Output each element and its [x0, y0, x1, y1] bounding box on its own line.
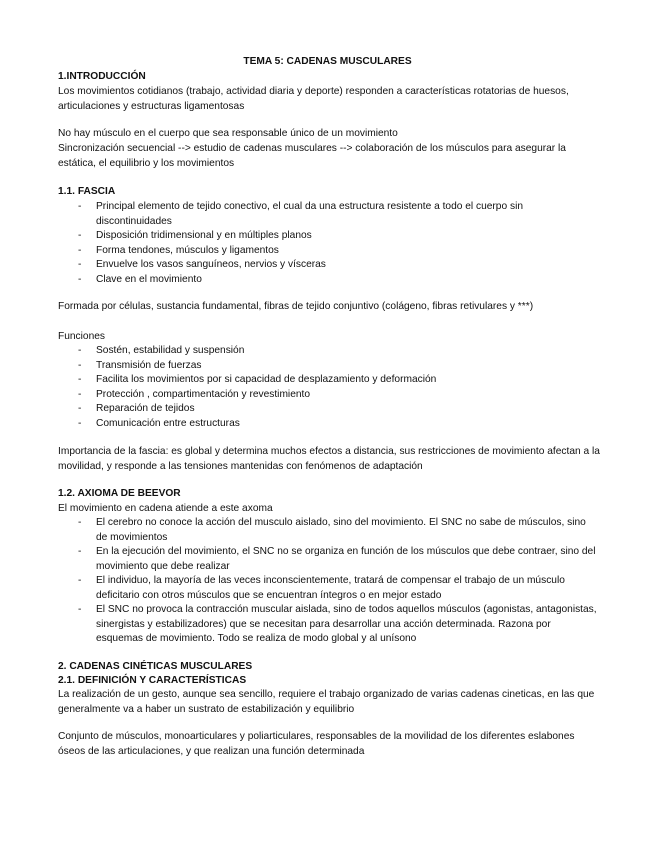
section-heading-beevor: 1.2. AXIOMA DE BEEVOR	[58, 488, 181, 499]
list-item: - En la ejecución del movimiento, el SNC no se organiza en función de los músculos que debe contraer, sino del movimiento que debe realizar	[58, 545, 598, 574]
section-heading-fascia: 1.1. FASCIA	[58, 186, 116, 197]
list-item: - Protección , compartimentación y revestimiento	[58, 388, 598, 403]
list-item: - Reparación de tejidos	[58, 402, 598, 417]
intro-line-sincronizacion: Sincronización secuencial --> estudio de cadenas musculares --> colaboración de los músculos para asegurar la estática, el equilibrio y los movimientos	[58, 143, 566, 169]
list-item: - El individuo, la mayoría de las veces inconscientemente, tratará de compensar el trabajo de un músculo deficitario con otros músculos que se encuentran íntegros o en mejor estado	[58, 574, 598, 603]
list-item: - Envuelve los vasos sanguíneos, nervios y vísceras	[58, 258, 598, 273]
fascia-list	[58, 200, 598, 287]
definicion-paragraph-2: Conjunto de músculos, monoarticulares y poliarticulares, responsables de la movilidad de los diferentes eslabones óseos de las articulaciones, y que realizan una función determinada	[58, 731, 575, 757]
importancia-paragraph: Importancia de la fascia: es global y determina muchos efectos a distancia, sus restricciones de movimiento afectan a la movilidad, y responde a las tensiones mantenidas con fenómenos de adaptación	[58, 446, 600, 472]
fascia-formada-paragraph: Formada por células, sustancia fundamental, fibras de tejido conjuntivo (colágeno, fibras retivulares y ***)	[58, 301, 534, 312]
beevor-list	[58, 516, 598, 647]
section-heading-introduccion: 1.INTRODUCCIÓN	[58, 71, 146, 82]
document-title: TEMA 5: CADENAS MUSCULARES	[243, 56, 412, 67]
list-item: - Forma tendones, músculos y ligamentos	[58, 244, 598, 259]
list-item: - El cerebro no conoce la acción del musculo aislado, sino del movimiento. El SNC no sabe de músculos, sino de movimientos	[58, 516, 598, 545]
list-item: - Comunicación entre estructuras	[58, 417, 598, 432]
list-item: - El SNC no provoca la contracción muscular aislada, sino de todos aquellos músculos (agonistas, antagonistas, sinergistas y estabilizadores) que se necesitan para desarrollar una acción determinada. Razona por esquemas de movimiento. Todo se realiza de modo global y al unísono	[58, 603, 598, 647]
list-item: - Disposición tridimensional y en múltiples planos	[58, 229, 598, 244]
beevor-intro: El movimiento en cadena atiende a este axoma	[58, 503, 273, 514]
list-item: - Transmisión de fuerzas	[58, 359, 598, 374]
list-item: - Sostén, estabilidad y suspensión	[58, 344, 598, 359]
section-heading-cadenas: 2. CADENAS CINÉTICAS MUSCULARES	[58, 661, 253, 672]
subsection-heading-definicion: 2.1. DEFINICIÓN Y CARACTERÍSTICAS	[58, 675, 247, 686]
intro-paragraph: Los movimientos cotidianos (trabajo, actividad diaria y deporte) responden a características rotatorias de huesos, articulaciones y estructuras ligamentosas	[58, 86, 569, 112]
list-item: - Principal elemento de tejido conectivo, el cual da una estructura resistente a todo el cuerpo sin discontinuidades	[58, 200, 598, 229]
intro-line-musculo: No hay músculo en el cuerpo que sea responsable único de un movimiento	[58, 128, 398, 139]
funciones-list	[58, 344, 598, 431]
definicion-paragraph-1: La realización de un gesto, aunque sea sencillo, requiere el trabajo organizado de varias cadenas cineticas, en las que generalmente va a haber un sustrato de estabilización y equilibrio	[58, 689, 595, 715]
list-item: - Clave en el movimiento	[58, 273, 598, 288]
funciones-label: Funciones	[58, 331, 106, 342]
list-item: - Facilita los movimientos por si capacidad de desplazamiento y deformación	[58, 373, 598, 388]
